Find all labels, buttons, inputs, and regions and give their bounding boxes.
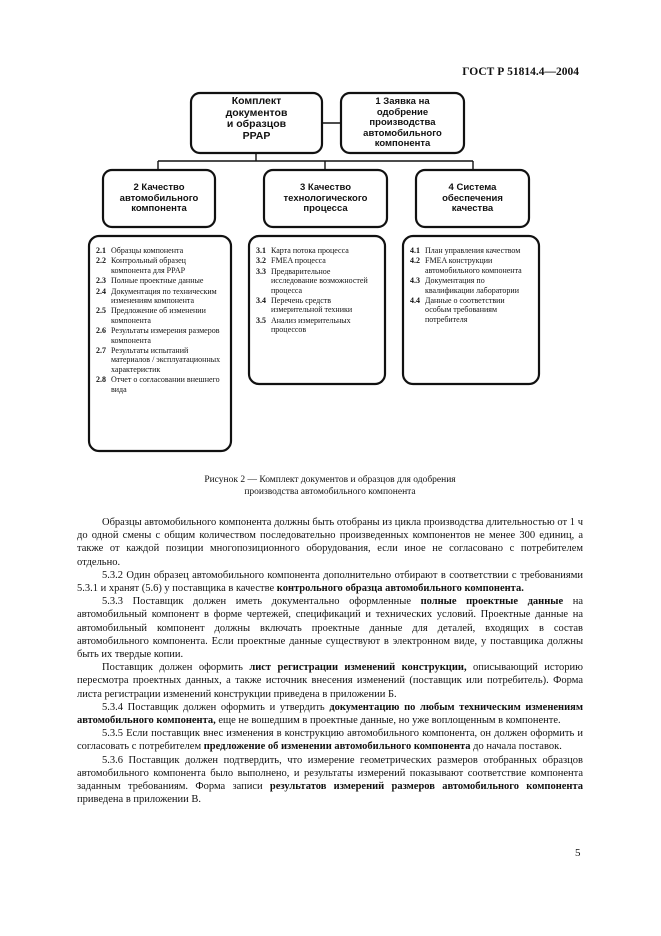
list-item: 2.5 Предложение об изменении компонента — [96, 306, 206, 325]
paragraph: 5.3.5 Если поставщик внес изменения в конструкцию автомобильного компонента, он должен оформить и согласовать с потребителем предложение об изменении автомобильного компонента до начала поставок. — [77, 728, 583, 753]
list-item: 2.1 Образцы компонента — [96, 246, 184, 255]
list-item: 4.2 FMEA конструкции автомобильного компонента — [410, 256, 522, 275]
body-text — [77, 516, 583, 806]
list4 — [410, 246, 532, 325]
paragraph: Образцы автомобильного компонента должны быть отобраны из цикла производства длительностью от 1 ч до одной смены с общим количеством последовательно произведенных компонентов не менее 300 единиц, а также от каждой позиции многопозиционного оборудования, если иное не согласовано с потребителем отдельно. — [77, 517, 583, 568]
paragraph: 5.3.2 Один образец автомобильного компонента дополнительно отбирают в соответствии с требованиями 5.3.1 и хранят (5.6) у поставщика в качестве контрольного образца автомобильного компонента. — [77, 569, 583, 595]
list-item: 2.6 Результаты измерения размеров компонента — [96, 326, 220, 345]
cat3-label: 3 Качество технологического процесса — [283, 182, 368, 214]
list-item: 3.2 FMEA процесса — [256, 256, 326, 266]
list-item: 3.4 Перечень средств измерительной техники — [256, 296, 353, 315]
list-item: 2.7 Результаты испытаний материалов / эксплуатационных характеристик — [96, 346, 221, 374]
paragraph: 5.3.4 Поставщик должен оформить и утвердить документацию по любым техническим изменениям автомобильного компонента, еще не вошедшим в проектные данные, но уже воплощенным в компоненте. — [77, 701, 583, 727]
side-box-label: 1 Заявка на одобрение производства автомобильного компонента — [363, 96, 442, 149]
list2 — [96, 246, 222, 395]
list-item: 3.5 Анализ измерительных процессов — [256, 315, 351, 335]
list-item: 2.8 Отчет о согласовании внешнего вида — [96, 375, 220, 394]
list-item: 4.1 План управления качеством — [410, 246, 521, 255]
figure-caption: Рисунок 2 — Комплект документов и образцов для одобрения производства автомобильного компонента — [204, 475, 456, 497]
list-item: 3.3 Предварительное исследование возможностей процесса — [256, 266, 368, 295]
cat4-label: 4 Система обеспечения качества — [442, 182, 503, 214]
list-item: 2.3 Полные проектные данные — [96, 276, 204, 286]
list-item: 3.1 Карта потока процесса — [256, 246, 349, 255]
cat2-label: 2 Качество автомобильного компонента — [119, 182, 199, 214]
paragraph: 5.3.3 Поставщик должен иметь документально оформленные полные проектные данные на автомобильный компонент в форме чертежей, спецификаций и технических условий. Проектные данные на автомобильный компонент должны включать проектные данные для деталей, входящих в состав автомобильного компонента. Если проектные данные существуют в электронном виде, у поставщика должны быть их твердые копии. — [77, 596, 583, 661]
paragraph: 5.3.6 Поставщик должен подтвердить, что измерение геометрических размеров отобранных образцов автомобильного компонента было выполнено, и результаты измерений показывают соответствие компонента заданным требованиям. Форма записи результатов измерений размеров автомобильного компонента приведена в приложении В. — [77, 754, 583, 806]
list-item: 4.3 Документация по квалификации лаборатории — [410, 276, 519, 295]
document-header: ГОСТ Р 51814.4—2004 — [462, 66, 579, 78]
list3 — [256, 246, 376, 336]
list-item: 2.4 Документация по техническим изменениям компонента — [96, 286, 217, 306]
list-item: 2.2 Контрольный образец компонента для PPAP — [96, 256, 186, 275]
list-item: 4.4 Данные о соответствии особым требованиям потребителя — [410, 296, 505, 324]
page-number: 5 — [575, 847, 581, 859]
paragraph: Поставщик должен оформить лист регистрации изменений конструкции, описывающий историю пересмотра проектных данных, а также источник внесения изменений (поставщик или потребитель). Форма листа регистрации изменений конструкции приведена в приложении Б. — [77, 662, 583, 700]
root-box-label: Комплект документов и образцов PPAP — [225, 95, 288, 142]
